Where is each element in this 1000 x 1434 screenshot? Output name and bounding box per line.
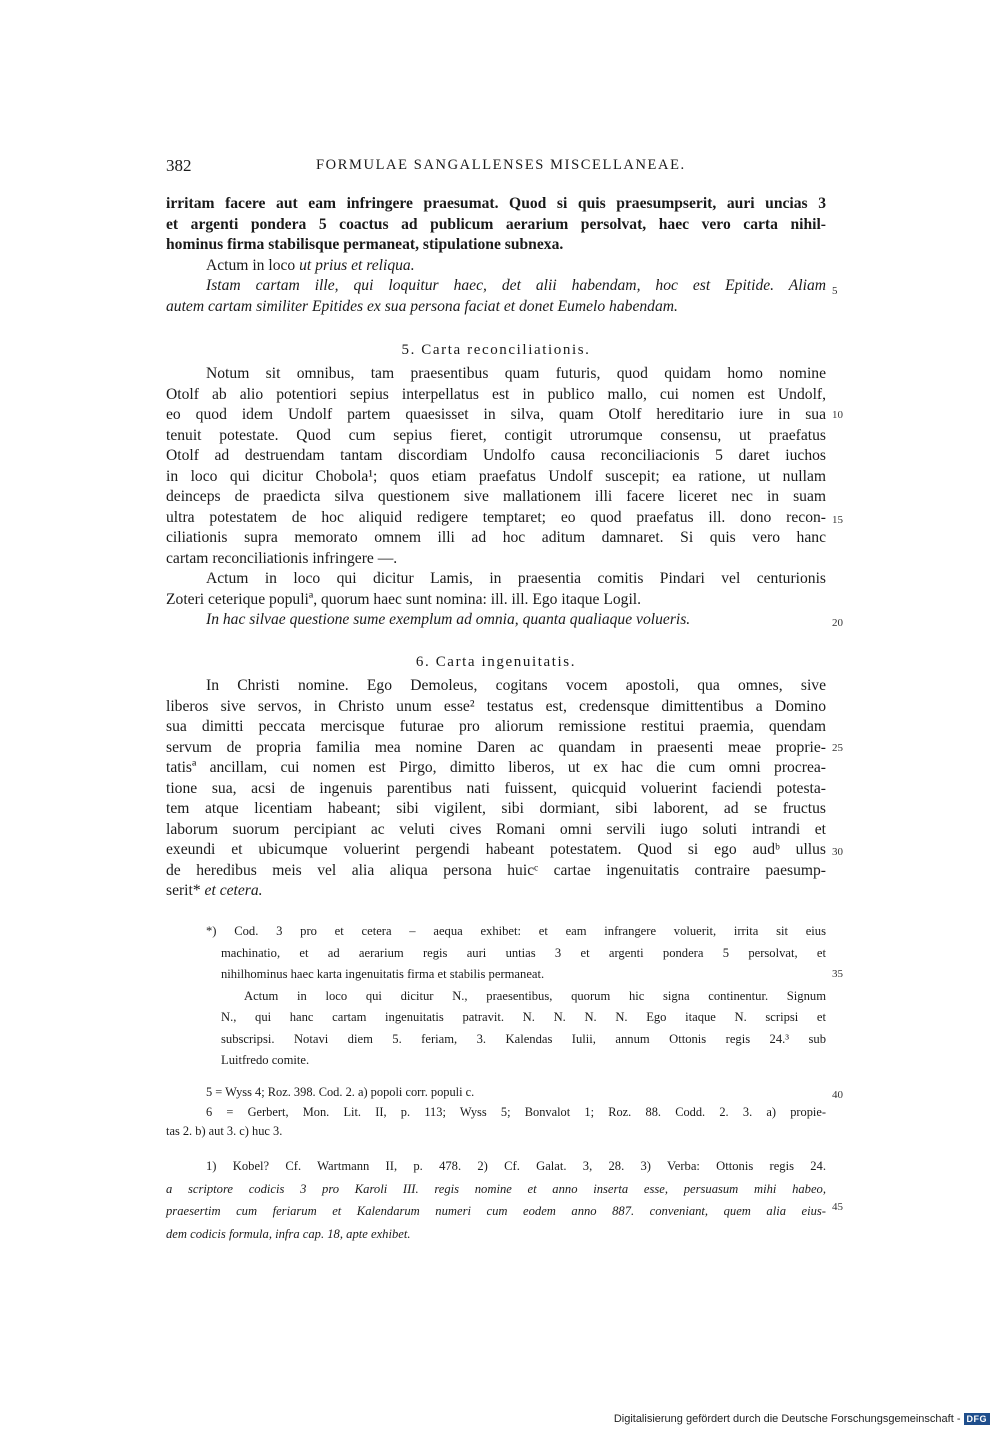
- text-line: tem atque licentiam habeant; sibi vigilent, sibi dormiant, sibi laborent, ad se fructus: [166, 800, 826, 817]
- margin-line-number: 45: [832, 1201, 843, 1213]
- note-line: subscripsi. Notavi diem 5. feriam, 3. Kalendas Iulii, annum Ottonis regis 24.³ sub: [221, 1031, 826, 1046]
- text-line: Otolf ab alio potentiori sepius interpellatus est in publico mallo, cui nomen est Undolf,: [166, 385, 826, 403]
- text-line: in loco qui dicitur Chobola¹; quos etiam praefatus Undolf suscepit; ea ratione, ut nullam: [166, 467, 826, 485]
- text-line: ciliationis supra memorato omnem illi ad hoc aditum damnaret. Si quis vero hanc: [166, 529, 826, 546]
- actum-line: Actum in loco ut prius et reliqua.: [206, 256, 415, 274]
- actum-line: Zoteri ceterique populiª, quorum haec sunt nomina: ill. ill. Ego itaque Logil.: [166, 590, 642, 608]
- margin-line-number: 40: [832, 1089, 843, 1101]
- margin-line-number: 5: [832, 285, 838, 297]
- editorial-note-line: Istam cartam ille, qui loquitur haec, det alii habendam, hoc est Epitide. Aliam: [206, 277, 826, 294]
- margin-line-number: 15: [832, 514, 843, 526]
- text-line: liberos sive servos, in Christo unum esse² testatus est, credensque dimittentibus a Domino: [166, 697, 826, 715]
- footnotes: [166, 1155, 826, 1245]
- dfg-logo: DFG: [964, 1413, 991, 1425]
- text-line: et argenti pondera 5 coactus ad publicum aerarium persolvat, haec vero carta nihil-: [166, 215, 826, 233]
- section-6-body: [166, 676, 826, 902]
- note-line: nihilhominus haec karta ingenuitatis firma et stabilis permaneat.: [221, 967, 545, 981]
- intro-paragraph: [166, 194, 826, 317]
- text-line: exeundi et ubicumque voluerint pergendi habeant potestatem. Quod si ego audᵇ ullus: [166, 841, 826, 858]
- footnote-line: a scriptore codicis 3 pro Karoli III. regis nomine et anno inserta esse, persuasum mihi habeo,: [166, 1181, 826, 1196]
- running-head: [166, 156, 826, 178]
- apparatus: [166, 1083, 826, 1142]
- text-line: cartam reconciliationis infringere —.: [166, 549, 398, 567]
- apparatus-line: 5 = Wyss 4; Roz. 398. Cod. 2. a) popoli corr. populi c.: [206, 1085, 475, 1099]
- note-line: *) Cod. 3 pro et cetera – aequa exhibet: et eam infrangere voluerit, irrita sit eius: [206, 924, 826, 938]
- actum-line: Actum in loco qui dicitur Lamis, in praesentia comitis Pindari vel centurionis: [206, 570, 826, 587]
- text-line: tione sua, acsi de ingenuis parentibus nati fuissent, quicquid voluerint faciendi potesta-: [166, 779, 826, 797]
- credit-text: Digitalisierung gefördert durch die Deutsche Forschungsgemeinschaft -: [613, 1413, 961, 1425]
- note-line: machinatio, et ad aerarium regis auri untias 3 et argenti pondera 5 persolvat, et: [221, 945, 826, 960]
- apparatus-line: tas 2. b) aut 3. c) huc 3.: [166, 1124, 283, 1138]
- note-line: N., qui hanc cartam ingenuitatis patravit. N. N. N. N. Ego itaque N. scripsi et: [221, 1010, 826, 1024]
- footnote-line: 1) Kobel? Cf. Wartmann II, p. 478. 2) Cf. Galat. 3, 28. 3) Verba: Ottonis regis 24.: [206, 1159, 826, 1173]
- text-line: servum de propria familia mea nomine Daren ac quandam in praesenti meae proprie-: [166, 738, 826, 756]
- text-line: Otolf ad destruendam tantam discordiam Undolfo causa reconciliacionis 5 daret iuchos: [166, 447, 826, 464]
- apparatus-line: 6 = Gerbert, Mon. Lit. II, p. 113; Wyss 5; Bonvalot 1; Roz. 88. Codd. 2. 3. a) propie-: [206, 1104, 826, 1119]
- text-line: tatisª ancillam, cui nomen est Pirgo, dimitto liberos, ut ex hac die cum omni procrea-: [166, 759, 826, 776]
- note-line: Luitfredo comite.: [221, 1053, 310, 1067]
- margin-line-number: 35: [832, 968, 843, 980]
- running-title: FORMULAE SANGALLENSES MISCELLANEAE.: [316, 157, 686, 173]
- footnote-line: dem codicis formula, infra cap. 18, apte exhibet.: [166, 1226, 411, 1241]
- text-line: In Christi nomine. Ego Demoleus, cogitans vocem apostoli, qua omnes, sive: [206, 677, 826, 694]
- text-line: eo quod idem Undolf partem quaesisset in silva, quam Otolf hereditario iure in sua: [166, 406, 826, 423]
- margin-line-number: 20: [832, 617, 843, 629]
- margin-line-number: 30: [832, 846, 843, 858]
- digitization-credit: [614, 1413, 990, 1425]
- text-line: Notum sit omnibus, tam praesentibus quam futuris, quod quidam homo nomine: [206, 365, 826, 382]
- editorial-note-line: In hac silvae questione sume exemplum ad omnia, quanta qualiaque volueris.: [206, 611, 691, 628]
- margin-line-number: 25: [832, 742, 843, 754]
- text-line: ultra potestatem de hoc aliquid redigere temptaret; eo quod praefatus ill. dono recon-: [166, 508, 826, 526]
- section-heading-5: 5. Carta reconciliationis.: [401, 342, 591, 358]
- section-heading-6: 6. Carta ingenuitatis.: [415, 654, 577, 670]
- text-line: tenuit potestate. Quod cum sepius fieret, contigit utrorumque consensu, ut praefatus: [166, 426, 826, 444]
- variant-note: [166, 921, 826, 1072]
- text-line: laborum suorum percipiant ac veluti cives Romani omni servili iugo soluti intrandi et: [166, 820, 826, 838]
- section-5-body: [166, 364, 826, 631]
- editorial-note-line: autem cartam similiter Epitides ex sua persona faciat et donet Eumelo habendam.: [166, 297, 678, 315]
- note-line: Actum in loco qui dicitur N., praesentibus, quorum hic signa continentur. Signum: [244, 988, 826, 1003]
- text-line: irritam facere aut eam infringere praesumat. Quod si quis praesumpserit, auri uncias 3: [166, 195, 826, 212]
- text-line: hominus firma stabilisque permaneat, stipulatione subnexa.: [166, 236, 564, 253]
- margin-line-number: 10: [832, 409, 843, 421]
- text-line: de heredibus meis vel alia aliqua persona huicᶜ cartae ingenuitatis contraire paesump-: [166, 861, 826, 879]
- footnote-line: praesertim cum feriarum et Kalendarum numeri cum eodem anno 887. conveniant, quem alia eius-: [166, 1204, 826, 1218]
- page-number: 382: [166, 156, 192, 175]
- text-line: deinceps de praedicta silva questionem sive mallationem illi facere liceret nec in suam: [166, 488, 826, 505]
- text-line: sua dimitti peccata mercisque futurae pro aliorum remissione restitui praemia, quendam: [166, 718, 826, 735]
- text-line: serit* et cetera.: [166, 882, 263, 899]
